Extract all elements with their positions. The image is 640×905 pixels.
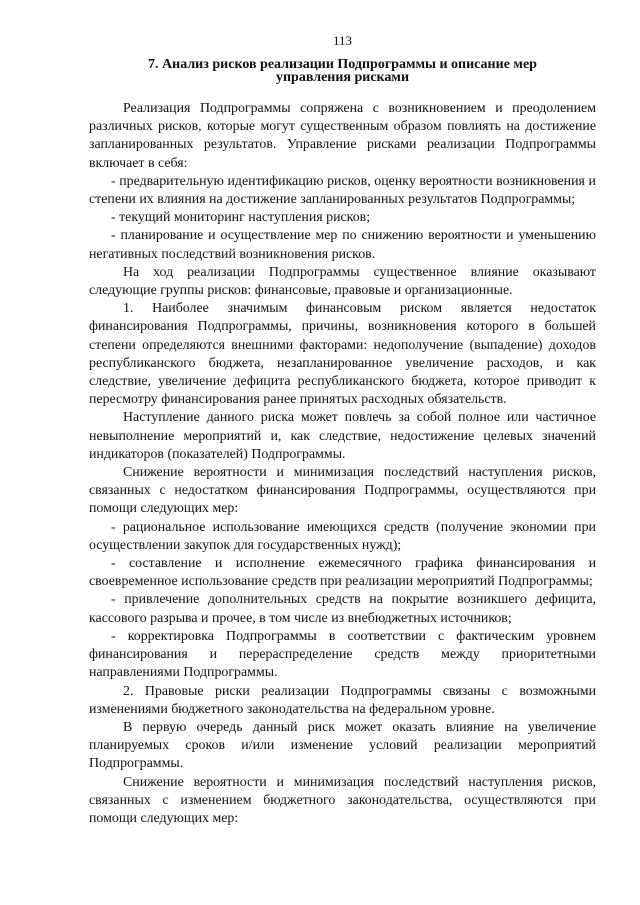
paragraph-legal-risk-impact: В первую очередь данный риск может оказать влияние на увеличение планируемых сроков и/или изменение условий реализации мероприятий Подпрограммы.	[89, 719, 596, 772]
paragraph-risk-groups: На ход реализации Подпрограммы существенное влияние оказывают следующие группы рисков: финансовые, правовые и организационные.	[89, 264, 596, 299]
page-number: 113	[332, 33, 353, 48]
list-item-risk-monitoring: - текущий мониторинг наступления рисков;	[111, 210, 371, 226]
body-text	[89, 100, 596, 828]
list-item-rational-use: - рациональное использование имеющихся средств (получение экономии при осуществлении закупок для государственных нужд);	[89, 519, 596, 553]
section-title	[89, 58, 596, 84]
list-item-program-adjustment: - корректировка Подпрограммы в соответствии с фактическим уровнем финансирования и перераспределение средств между приоритетными направлениями Подпрограммы.	[89, 628, 596, 681]
paragraph-financial-risk-consequences: Наступление данного риска может повлечь за собой полное или частичное невыполнение мероприятий и, как следствие, недостижение целевых значений индикаторов (показателей) Подпрограммы.	[89, 410, 596, 462]
section-title-line-1: 7. Анализ рисков реализации Подпрограммы и описание мер	[148, 57, 537, 72]
paragraph-financial-risk-measures: Снижение вероятности и минимизация последствий наступления рисков, связанных с недостатком финансирования Подпрограммы, осуществляются при помощи следующих мер:	[89, 465, 596, 517]
paragraph-financial-risk: 1. Наиболее значимым финансовым риском является недостаток финансирования Подпрограммы, причины, возникновения которого в большей степени определяются внешними факторами: недополучение (выпадение) доходов республиканского бюджета, незапланированное увеличение расходов, и как следствие, увеличение дефицита республиканского бюджета, которое приводит к пересмотру финансирования ранее принятых расходных обязательств.	[89, 301, 596, 408]
list-item-risk-mitigation-planning: - планирование и осуществление мер по снижению вероятности и уменьшению негативных последствий возникновения рисков.	[89, 228, 596, 262]
list-item-additional-funds: - привлечение дополнительных средств на покрытие возникшего дефицита, кассового разрыва и прочее, в том числе из внебюджетных источников;	[89, 592, 596, 626]
paragraph-legal-risk: 2. Правовые риски реализации Подпрограммы связаны с возможными изменениями бюджетного законодательства на федеральном уровне.	[89, 683, 596, 717]
section-title-line-2: управления рисками	[275, 70, 410, 85]
list-item-risk-identification: - предварительную идентификацию рисков, оценку вероятности возникновения и степени их влияния на достижение запланированных результатов Подпрограммы;	[89, 173, 596, 208]
paragraph-legal-risk-measures: Снижение вероятности и минимизация последствий наступления рисков, связанных с изменением бюджетного законодательства, осуществляются при помощи следующих мер:	[89, 774, 596, 826]
list-item-monthly-schedule: - составление и исполнение ежемесячного графика финансирования и своевременное использование средств при реализации мероприятий Подпрограммы;	[89, 556, 596, 590]
paragraph-intro: Реализация Подпрограммы сопряжена с возникновением и преодолением различных рисков, которые могут существенным образом повлиять на достижение запланированных результатов. Управление рисками реализации Подпрограммы включает в себя:	[89, 101, 596, 171]
